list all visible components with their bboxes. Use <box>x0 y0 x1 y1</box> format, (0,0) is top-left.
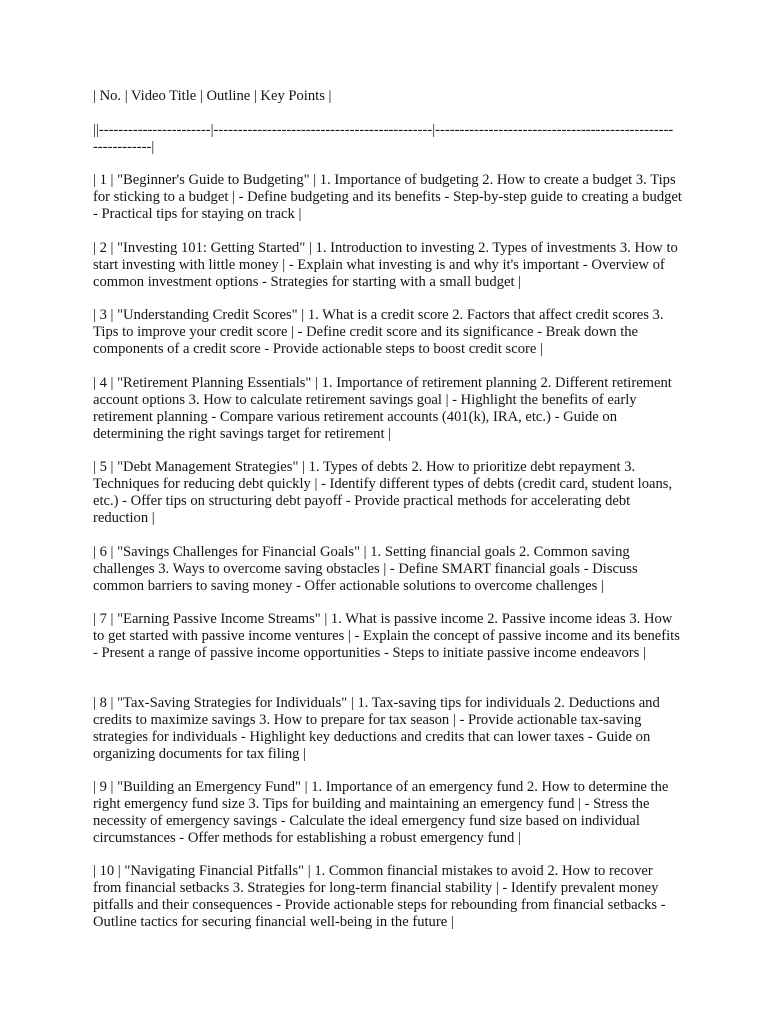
table-row: | 9 | "Building an Emergency Fund" | 1. Importance of an emergency fund 2. How to determine the right emergency fund size 3. Tips for building and maintaining an emergency fund | - Stress the necessity of emergency savings - Calculate the ideal emergency fund size based on individual circumstances - Offer methods for establishing a robust emergency fund | <box>93 779 669 846</box>
table-row: | 1 | "Beginner's Guide to Budgeting" | 1. Importance of budgeting 2. How to create a budget 3. Tips for sticking to a budget | - Define budgeting and its benefits - Step-by-step guide to creating a budget - Practical tips for staying on track | <box>93 172 682 222</box>
table-header-row: | No. | Video Title | Outline | Key Points | <box>93 88 332 104</box>
table-separator-row: ||-----------------------|---------------------------------------------|-------------------------------------------------------------| <box>93 122 674 155</box>
table-row: | 8 | "Tax-Saving Strategies for Individuals" | 1. Tax-saving tips for individuals 2. Deductions and credits to maximize savings 3. How to prepare for tax season | - Provide actionable tax-saving strategies for individuals - Highlight key deductions and credits that can lower taxes - Guide on organizing documents for tax filing | <box>93 695 660 762</box>
table-row: | 5 | "Debt Management Strategies" | 1. Types of debts 2. How to prioritize debt repayment 3. Techniques for reducing debt quickly | - Identify different types of debts (credit card, student loans, etc.) - Offer tips on structuring debt payoff - Provide practical methods for accelerating debt reduction | <box>93 459 673 526</box>
table-row: | 2 | "Investing 101: Getting Started" | 1. Introduction to investing 2. Types of investments 3. How to start investing with little money | - Explain what investing is and why it's important - Overview of common investment options - Strategies for starting with a small budget | <box>93 240 678 290</box>
table-row: | 6 | "Savings Challenges for Financial Goals" | 1. Setting financial goals 2. Common saving challenges 3. Ways to overcome saving obstacles | - Define SMART financial goals - Discuss common barriers to saving money - Offer actionable solutions to overcome challenges | <box>93 544 638 594</box>
table-row: | 7 | "Earning Passive Income Streams" | 1. What is passive income 2. Passive income ideas 3. How to get started with passive income ventures | - Explain the concept of passive income and its benefits - Present a range of passive income opportunities - Steps to initiate passive income endeavors | <box>93 611 680 661</box>
table-row: | 3 | "Understanding Credit Scores" | 1. What is a credit score 2. Factors that affect credit scores 3. Tips to improve your credit score | - Define credit score and its significance - Break down the components of a credit score - Provide actionable steps to boost credit score | <box>93 307 664 357</box>
table-row: | 10 | "Navigating Financial Pitfalls" | 1. Common financial mistakes to avoid 2. How to recover from financial setbacks 3. Strategies for long-term financial stability | - Identify prevalent money pitfalls and their consequences - Provide actionable steps for rebounding from financial setbacks - Outline tactics for securing financial well-being in the future | <box>93 863 666 930</box>
table-row: | 4 | "Retirement Planning Essentials" | 1. Importance of retirement planning 2. Different retirement account options 3. How to calculate retirement savings goal | - Highlight the benefits of early retirement planning - Compare various retirement accounts (401(k), IRA, etc.) - Guide on determining the right savings target for retirement | <box>93 375 672 442</box>
